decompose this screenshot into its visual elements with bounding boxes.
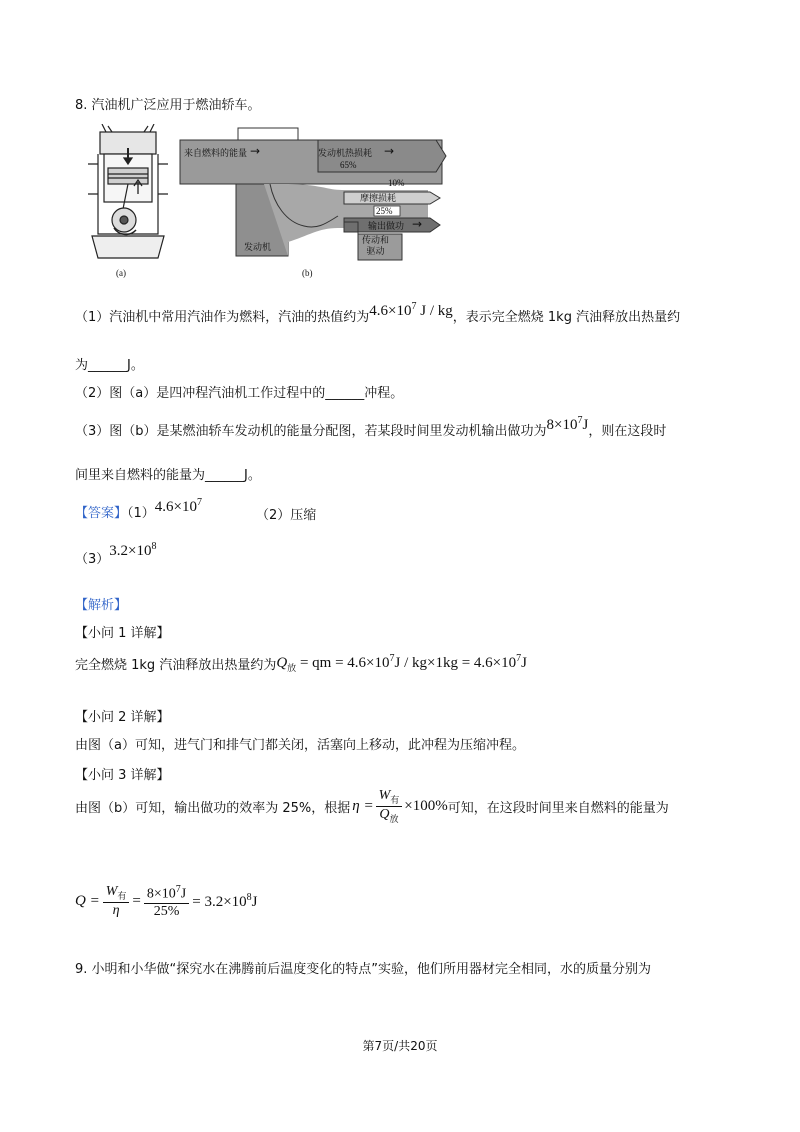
final-formula: [75, 884, 258, 920]
step-3-text: [75, 788, 669, 825]
sub3-exp: 7: [577, 415, 583, 426]
step-3-num-sub: 有: [390, 794, 400, 805]
final-result-unit: J: [251, 894, 258, 911]
sub1-suffix: ，表示完全燃烧 1kg 汽油释放出热量约: [452, 310, 681, 325]
label-drive: 传动和 驱动: [362, 236, 390, 257]
step-1-tag: 【小问 1 详解】: [75, 626, 170, 641]
question-9-text: 9. 小明和小华做“探究水在沸腾前后温度变化的特点”实验，他们所用器材完全相同，水的质量分别为: [75, 962, 652, 977]
step-2-tag: 【小问 2 详解】: [75, 710, 170, 725]
label-engine: 发动机: [244, 243, 272, 253]
step-3-fraction: [376, 788, 403, 825]
final-den2: 25%: [153, 903, 180, 919]
step-2-text: 由图（a）可知，进气门和排气门都关闭，活塞向上移动，此冲程为压缩冲程。: [75, 738, 525, 753]
answer-tag: 【答案】: [75, 506, 128, 521]
sub3-value: 8×10: [546, 417, 578, 433]
step-1-q-sub: 放: [287, 663, 297, 673]
step-1-q: Q: [276, 655, 288, 671]
step-3-after: 可知，在这段时间里来自燃料的能量为: [447, 800, 669, 816]
figure-b: [178, 126, 448, 286]
step-1-exp2: 7: [516, 653, 522, 664]
sub-question-3: [75, 415, 667, 440]
answer-1-label: （1）: [127, 506, 155, 521]
label-friction-pct: 10%: [388, 178, 405, 188]
figure-a: [78, 124, 178, 284]
answer-row-1: [75, 497, 203, 522]
label-friction: 摩擦损耗: [360, 194, 397, 204]
answer-3-label: （3）: [75, 552, 110, 567]
sub3-unit: J: [582, 417, 589, 433]
step-3-den: Q: [379, 806, 390, 822]
final-num1-sub: 有: [117, 891, 127, 902]
arrow-output-work: →: [412, 217, 423, 231]
label-output-work: 输出做功: [368, 222, 405, 232]
engine-cylinder-illustration: [78, 124, 178, 264]
step-1-text: [75, 654, 527, 676]
answer-3-exp: 8: [151, 541, 157, 552]
final-num2-exp: 7: [175, 884, 181, 895]
question-8-title: 8. 汽油机广泛应用于燃油轿车。: [75, 98, 261, 113]
answer-2: （2）压缩: [256, 508, 317, 523]
sub-question-1-line2: 为______J。: [75, 358, 144, 373]
step-3-tag: 【小问 3 详解】: [75, 768, 170, 783]
label-heat-loss: 发动机热损耗: [318, 149, 373, 159]
label-fuel-energy: 来自燃料的能量: [184, 149, 248, 159]
step-1-mid: J / kg×1kg = 4.6×10: [394, 655, 517, 671]
final-num2-unit: J: [180, 886, 187, 902]
analysis-tag: 【解析】: [75, 598, 128, 613]
figure-a-label: (a): [116, 268, 126, 278]
sub1-prefix: （1）汽油机中常用汽油作为燃料，汽油的热值约为: [75, 310, 370, 325]
step-1-end: J: [521, 655, 527, 671]
step-3-eta: η =: [352, 797, 374, 814]
sub1-value: 4.6×10: [369, 303, 412, 319]
answer-1-exp: 7: [197, 497, 203, 508]
final-num2: 8×10: [146, 886, 176, 902]
sub-question-3-line2: 间里来自燃料的能量为______J。: [75, 468, 261, 483]
answer-1-value: 4.6×10: [154, 499, 198, 515]
page-footer: 第7页/共20页: [362, 1039, 438, 1053]
figure-b-label: (b): [302, 268, 313, 278]
answer-row-3: [75, 541, 157, 568]
sub3-prefix: （3）图（b）是某燃油轿车发动机的能量分配图，若某段时间里发动机输出做功为: [75, 424, 547, 439]
final-fraction-1: [103, 884, 130, 919]
sub3-suffix: ，则在这段时: [588, 424, 667, 439]
label-output-pct: 25%: [376, 206, 393, 216]
final-result: = 3.2×10: [192, 894, 247, 911]
final-lhs: Q =: [75, 893, 100, 910]
step-1-rhs: = qm = 4.6×10: [296, 655, 390, 671]
sub-question-2: （2）图（a）是四冲程汽油机工作过程中的______冲程。: [75, 386, 404, 401]
final-num1: W: [105, 884, 118, 900]
arrow-heat-loss: →: [384, 144, 395, 158]
step-3-num: W: [378, 788, 391, 803]
sub1-unit: J / kg: [420, 303, 453, 319]
step-1-exp1: 7: [389, 653, 395, 664]
step-3-label: 由图（b）可知，输出做功的效率为 25%，根据: [75, 800, 351, 816]
sub-question-1: [75, 301, 681, 326]
answer-3-value: 3.2×10: [109, 543, 152, 559]
step-3-tail: ×100%: [404, 797, 448, 814]
final-fraction-2: [144, 884, 189, 920]
final-eq: =: [132, 893, 141, 910]
label-heat-loss-pct: 65%: [340, 160, 357, 170]
sub1-exp: 7: [411, 301, 417, 312]
step-3-den-sub: 放: [389, 813, 399, 824]
final-den1: η: [112, 903, 120, 919]
step-1-label: 完全燃烧 1kg 汽油释放出热量约为: [75, 658, 277, 673]
final-result-exp: 8: [246, 892, 252, 904]
arrow-fuel: →: [250, 144, 261, 158]
